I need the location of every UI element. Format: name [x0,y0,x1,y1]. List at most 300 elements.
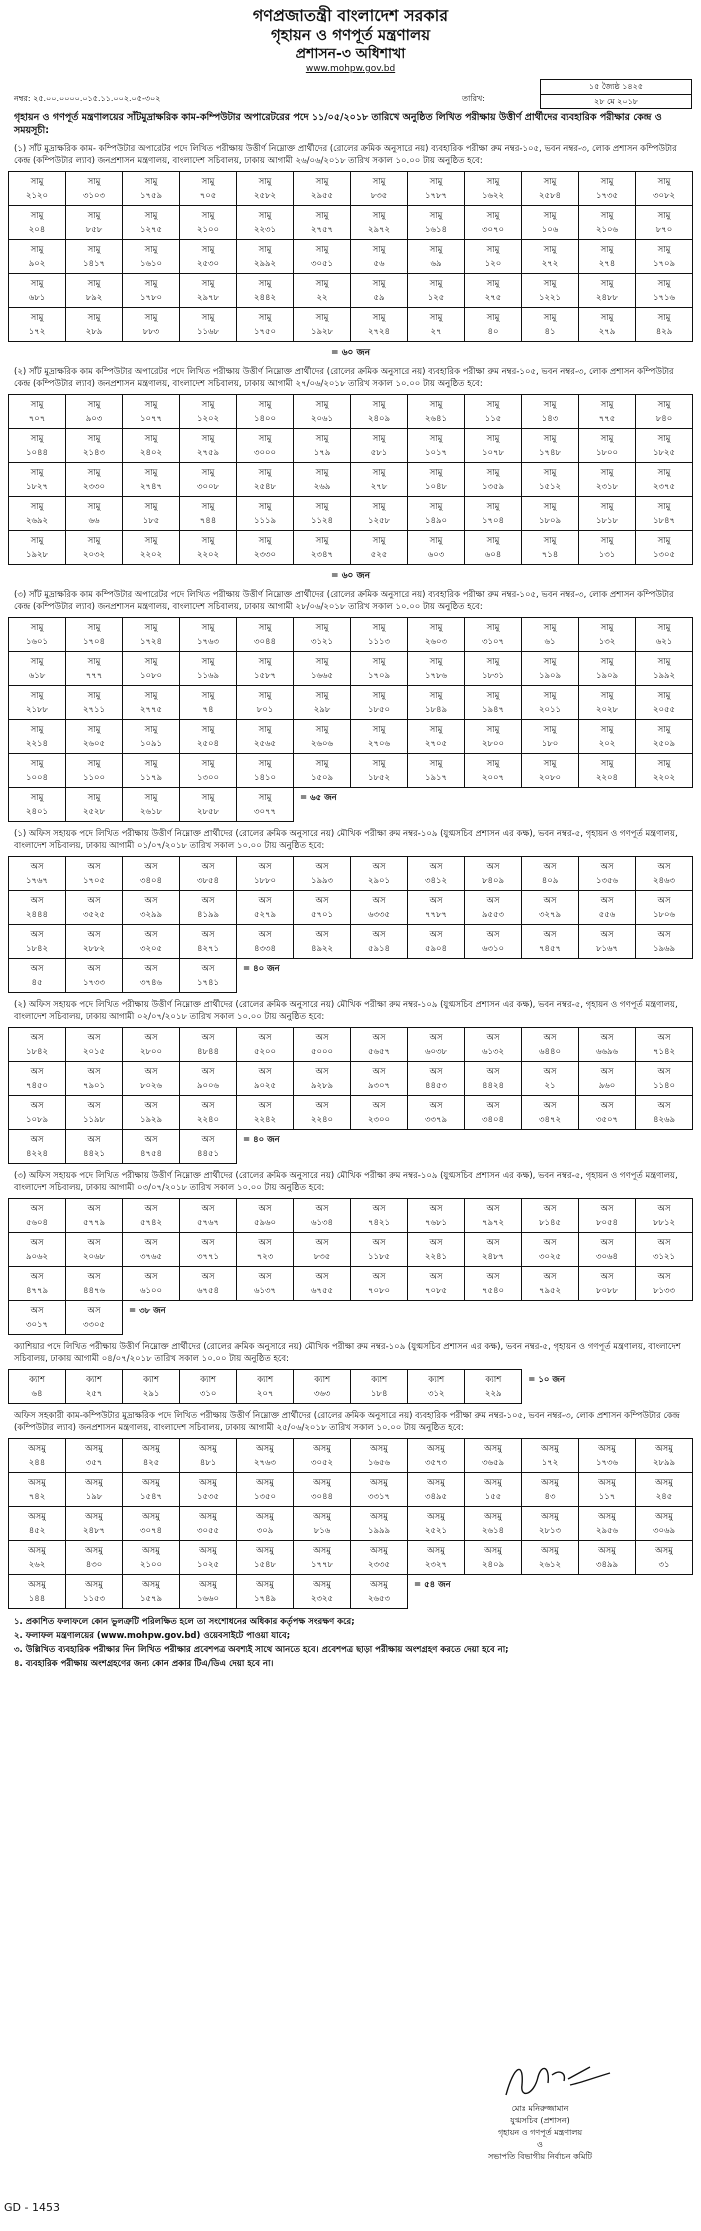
roll-cell [408,652,465,686]
roll-number: ৩০৫২ [310,1458,334,1468]
wing-title: প্রশাসন-৩ অধিশাখা [295,46,406,62]
roll-cell [66,308,123,342]
roll-number: ৫২৫ [370,550,388,560]
roll-number: ৩৩০৫ [82,1320,106,1330]
roll-cell [9,1575,66,1609]
roll-cell [522,1233,579,1267]
table-row [9,618,693,652]
roll-prefix: অস [600,1204,614,1214]
roll-cell [351,274,408,308]
roll-number: ৮৪০ [655,414,673,424]
roll-number: ৩৭৬৫ [139,1252,163,1262]
roll-cell [408,463,465,497]
roll-cell [636,754,693,788]
roll-number: ৩০০৮ [196,482,220,492]
roll-number: ১৮০৬ [652,910,676,920]
roll-number: ২৮৯ [85,327,103,337]
roll-number: ১০২৫ [196,1560,220,1570]
roll-prefix: অস [87,1238,101,1248]
roll-number: ৮১৬ [313,1526,331,1536]
roll-prefix: অসমু [484,1546,502,1556]
roll-number: ১৩৫৬ [595,876,619,886]
table-row [9,788,693,822]
roll-number: ১৮১৮ [595,516,619,526]
roll-cell [237,1062,294,1096]
roll-number: ১৮৪৭ [652,516,676,526]
roll-number: ১২২১ [538,293,562,303]
roll-number: ৭৪৫০ [25,1081,49,1091]
roll-prefix: সামু [144,468,158,478]
roll-cell [237,720,294,754]
roll-number: ১৬৬৫ [310,671,334,681]
roll-number: ১২০ [484,259,502,269]
roll-number: ৪৪৫৩ [424,1081,448,1091]
table-row [9,1439,693,1473]
roll-cell [636,531,693,565]
table-row [9,1473,693,1507]
roll-number: ৩৬৩ [313,1389,331,1399]
roll-number: ৫৯০৪ [424,944,448,954]
roll-prefix: অস [486,862,500,872]
roll-number: ১৪৪ [28,1594,46,1604]
roll-number: ১৯০৯ [595,671,619,681]
roll-cell [237,1473,294,1507]
roll-prefix: অস [543,1101,557,1111]
roll-prefix: অসমু [256,1546,274,1556]
roll-cell [522,395,579,429]
roll-prefix: অসমু [427,1546,445,1556]
roll-cell [408,429,465,463]
roll-number: ৬০৩৮ [424,1047,448,1057]
roll-cell [123,959,180,993]
roll-prefix: অসমু [655,1512,673,1522]
roll-cell [636,618,693,652]
roll-cell [465,1096,522,1130]
roll-cell [636,1028,693,1062]
roll-number: ৩০২৫ [538,1252,562,1262]
roll-prefix: সামু [87,279,101,289]
roll-cell [522,1541,579,1575]
roll-number: ২৪৮৮ [595,293,619,303]
roll-cell [579,1062,636,1096]
roll-prefix: অস [657,1272,671,1282]
roll-number: ১৭৩৩ [82,978,106,988]
section-total: = ১০ জন [528,1374,566,1385]
roll-number: ৪৯২২ [310,944,334,954]
roll-prefix: অস [486,1272,500,1282]
section-intro: (৩) অফিস সহায়ক পদে লিখিত পরীক্ষায় উত্তীর্ণ নিম্নোক্ত প্রার্থীদের (রোলের ক্রমিক অনুসারে নয়) মৌখিক পরীক্ষা রুম নম্বর-১০৯ (যুগ্মসচিব প্রশাসন এর কক্ষ), ভবন নম্বর-৫, গৃহায়ন ও গণপূর্ত মন্ত্রণালয়, বাংলাদেশ সচিবালয়, ঢাকায় আগামী ০৩/০৭/২০১৮ তারিখ সকাল ১০.০০ টায় অনুষ্ঠিত হবে: [14,1171,678,1193]
table-row [9,1028,693,1062]
notes-list [14,1615,687,1671]
roll-prefix: অসমু [142,1444,160,1454]
roll-number: ১৩৫৯ [481,482,505,492]
roll-number: ৮৮১২ [652,1218,676,1228]
signer-ministry: গৃহায়ন ও গণপূর্ত মন্ত্রণালয় [497,2128,583,2137]
roll-prefix: সামু [201,313,215,323]
roll-number: ২৬৯২ [25,516,49,526]
roll-number: ১৮৫২ [367,773,391,783]
roll-prefix: সামু [486,468,500,478]
roll-cell [123,1370,180,1404]
roll-number: ২৭১১ [82,705,106,715]
roll-cell [522,1473,579,1507]
roll-number: ৯৩০৭ [367,1081,391,1091]
roll-prefix: অস [429,930,443,940]
roll-prefix: অসমু [427,1444,445,1454]
roll-prefix: অস [543,930,557,940]
roll-cell [351,1233,408,1267]
roll-cell [180,497,237,531]
roll-cell [408,206,465,240]
roll-number: ২৫৮৪ [538,191,562,201]
roll-prefix: সামু [30,211,44,221]
roll-prefix: সামু [486,400,500,410]
roll-cell [351,1541,408,1575]
roll-prefix: অসমু [313,1512,331,1522]
roll-number: ৮৯২ [85,293,103,303]
roll-cell [123,1130,180,1164]
roll-number: ১৫১২ [538,482,562,492]
roll-prefix: অসমু [541,1478,559,1488]
roll-number: ৭০৮৫ [424,1286,448,1296]
roll-number: ২৭২ [541,259,559,269]
roll-cell [123,497,180,531]
roll-cell [579,1267,636,1301]
roll-number: ২১৪৩ [82,448,106,458]
roll-prefix: সামু [657,313,671,323]
roll-cell [408,686,465,720]
roll-cell [636,206,693,240]
roll-number: ১১৭৯ [139,773,163,783]
roll-number: ২৯৫৬ [595,1526,619,1536]
roll-prefix: অস [144,1204,158,1214]
roll-number: ২২৯ [484,1389,502,1399]
roll-number: ২৯৯২ [253,259,277,269]
roll-prefix: সামু [543,657,557,667]
roll-prefix: অস [144,896,158,906]
roll-prefix: সামু [201,400,215,410]
table-row [9,686,693,720]
roll-number: ৭৪৫৭ [538,944,562,954]
roll-number: ২২৪০ [196,1115,220,1125]
roll-number: ৯৬০ [598,1081,616,1091]
roll-cell [66,1301,123,1335]
roll-prefix: সামু [87,468,101,478]
roll-number: ১৭৩৬ [595,1458,619,1468]
roll-prefix: অসমু [598,1444,616,1454]
roll-cell [180,1507,237,1541]
roll-prefix: অস [315,1067,329,1077]
roll-cell [180,652,237,686]
roll-number: ১৭০৪ [82,637,106,647]
roll-cell [180,1130,237,1164]
roll-prefix: সামু [429,759,443,769]
roll-prefix: সামু [429,468,443,478]
roll-cell [579,463,636,497]
table-row [9,497,693,531]
roll-prefix: সামু [201,793,215,803]
roll-number: ২৬৫৩ [367,1594,391,1604]
roll-prefix: সামু [486,623,500,633]
roll-cell [408,1267,465,1301]
roll-cell [351,891,408,925]
roll-prefix: সামু [30,279,44,289]
roll-number: ৬১ [544,637,556,647]
roll-number: ৬৮১ [28,293,46,303]
roll-cell [294,1062,351,1096]
roll-prefix: অস [372,1067,386,1077]
roll-number: ৪১ [544,327,556,337]
section-intro: (২) সাঁট মুদ্রাক্ষরিক কাম কম্পিউটার অপারেটর পদে লিখিত পরীক্ষায় উত্তীর্ণ নিম্নোক্ত প্রার্থীদের (রোলের ক্রমিক অনুসারে নয়) ব্যবহারিক পরীক্ষা রুম নম্বর-১০৫, ভবন নম্বর-৩, লোক প্রশাসন কম্পিউটার কেন্দ্র (কম্পিউটার ল্যাব) জনপ্রশাসন মন্ত্রণালয়, বাংলাদেশ সচিবালয়, ঢাকায় আগামী ২৭/০৬/২০১৮ তারিখ সকাল ১০.০০ টায় অনুষ্ঠিত হবে: [14,367,674,389]
roll-prefix: অস [315,1272,329,1282]
roll-cell [66,1267,123,1301]
roll-prefix: অসমু [199,1478,217,1488]
roll-number: ৭৯৭২ [481,1218,505,1228]
roll-prefix: অস [429,1272,443,1282]
roll-cell [66,1541,123,1575]
roll-prefix: অসমু [484,1478,502,1488]
roll-number: ১৭৪৮ [538,448,562,458]
roll-prefix: সামু [30,623,44,633]
roll-cell [180,959,237,993]
roll-prefix: অস [429,1238,443,1248]
roll-prefix: অস [87,1101,101,1111]
roll-cell [351,652,408,686]
roll-number: ২৭৫ [484,293,502,303]
roll-number: ২৭৭৫ [139,705,163,715]
roll-prefix: সামু [543,691,557,701]
roll-cell [351,618,408,652]
roll-cell [66,1507,123,1541]
roll-cell [66,240,123,274]
roll-prefix: সামু [486,691,500,701]
roll-cell [9,429,66,463]
roll-number: ১৮৪২ [25,1047,49,1057]
roll-cell [636,172,693,206]
roll-table [8,394,693,565]
exam-section [8,1410,693,1609]
roll-number: ২৪০২ [139,448,163,458]
roll-cell [465,531,522,565]
roll-number: ৬০৩ [427,550,445,560]
roll-number: ৩০৬৯ [652,1526,676,1536]
roll-cell [408,240,465,274]
roll-number: ৪৭৫৪ [139,1149,163,1159]
roll-prefix: সামু [87,177,101,187]
roll-prefix: অস [657,1238,671,1248]
roll-prefix: সামু [144,211,158,221]
roll-number: ৭৬৮১ [424,1218,448,1228]
roll-prefix: সামু [657,434,671,444]
roll-cell [408,1028,465,1062]
roll-prefix: সামু [372,725,386,735]
roll-cell [294,652,351,686]
roll-cell [351,1267,408,1301]
roll-number: ৩৩১৭ [367,1492,391,1502]
roll-cell [237,308,294,342]
roll-number: ১৬৫৬ [367,1458,391,1468]
roll-prefix: অসমু [199,1512,217,1522]
roll-cell [465,274,522,308]
roll-cell [66,891,123,925]
roll-cell [579,686,636,720]
roll-number: ১৯২৮ [25,550,49,560]
roll-number: ৫৬ [373,259,385,269]
roll-number: ১০০৪ [25,773,49,783]
roll-prefix: অস [144,1101,158,1111]
roll-number: ১০১৭ [424,448,448,458]
roll-prefix: অস [657,1204,671,1214]
roll-prefix: অস [600,1067,614,1077]
roll-cell [522,274,579,308]
roll-prefix: অস [258,930,272,940]
table-row [9,1301,693,1335]
roll-cell [123,172,180,206]
roll-number: ১১৬৯ [196,671,220,681]
roll-cell [66,652,123,686]
roll-cell [66,754,123,788]
roll-cell [9,788,66,822]
roll-cell [9,395,66,429]
roll-prefix: অস [486,930,500,940]
roll-number: ৩১২১ [310,637,334,647]
roll-cell [579,531,636,565]
roll-number: ৭৯০১ [82,1081,106,1091]
roll-cell [465,1267,522,1301]
signer-name: মোঃ মনিরুজ্জামান [511,2104,569,2113]
roll-cell [9,1473,66,1507]
roll-cell [579,1473,636,1507]
roll-cell [351,1439,408,1473]
roll-number: ১১৪০ [652,1081,676,1091]
website-link[interactable]: www.mohpw.gov.bd [305,64,396,74]
roll-prefix: সামু [258,177,272,187]
table-row [9,1130,693,1164]
roll-cell [522,1507,579,1541]
roll-prefix: অসমু [256,1580,274,1590]
roll-number: ৬৩৩৫ [367,910,391,920]
roll-prefix: সামু [258,657,272,667]
section-total: = ৪০ জন [243,1135,280,1145]
roll-prefix: সামু [144,245,158,255]
roll-cell [465,240,522,274]
roll-cell [465,308,522,342]
roll-prefix: অসমু [199,1580,217,1590]
roll-prefix: অসমু [541,1512,559,1522]
table-row [9,1267,693,1301]
roll-prefix: অস [486,1238,500,1248]
roll-number: ১৪১০ [253,773,277,783]
roll-cell [123,652,180,686]
roll-number: ৫৭৭৯ [82,1218,106,1228]
roll-cell [351,754,408,788]
roll-prefix: সামু [87,623,101,633]
roll-cell [636,395,693,429]
roll-prefix: অসমু [256,1512,274,1522]
roll-number: ৮৭০ [655,225,673,235]
roll-number: ৩০৯ [256,1526,274,1536]
memo-number: নম্বর: ২৫.০০.০০০০.০১৫.১১.০০২.০৫-৩০২ [14,94,161,103]
roll-prefix: সামু [258,536,272,546]
roll-cell [180,1062,237,1096]
roll-number: ৭১৪২ [652,1047,676,1057]
roll-cell [351,1575,408,1609]
roll-number: ৬৯ [430,259,442,269]
roll-number: ১০৪৮ [424,482,448,492]
section-total: = ৬৫ জন [300,793,337,803]
roll-cell [636,891,693,925]
roll-cell [66,925,123,959]
roll-cell [66,274,123,308]
roll-number: ২৬১৪ [481,1526,505,1536]
roll-prefix: সামু [30,691,44,701]
roll-cell [237,172,294,206]
roll-cell [579,1233,636,1267]
roll-prefix: অস [30,1272,44,1282]
roll-number: ৪২৬৯ [652,1115,676,1125]
roll-prefix: সামু [30,468,44,478]
roll-number: ১৪৯০ [424,516,448,526]
roll-prefix: সামু [543,211,557,221]
roll-number: ২৭৬৩ [253,1458,277,1468]
roll-number: ২৫৪৮ [253,482,277,492]
roll-prefix: সামু [258,623,272,633]
roll-prefix: সামু [372,502,386,512]
roll-cell [237,618,294,652]
roll-number: ৩০৫৫ [196,1526,220,1536]
roll-cell [123,1507,180,1541]
roll-prefix: সামু [543,725,557,735]
roll-number: ২৭৫৭ [310,225,334,235]
roll-number: ২১০০ [139,1560,163,1570]
roll-cell [522,618,579,652]
roll-number: ৬৭৫৫ [310,1286,334,1296]
roll-prefix: সামু [600,536,614,546]
roll-number: ২০১৫ [82,1047,106,1057]
roll-prefix: অস [315,1238,329,1248]
roll-cell [237,395,294,429]
roll-prefix: সামু [657,725,671,735]
roll-cell [9,1507,66,1541]
roll-cell [123,788,180,822]
roll-prefix: সামু [315,211,329,221]
roll-cell [9,1130,66,1164]
roll-prefix: সামু [600,623,614,633]
roll-prefix: সামু [258,502,272,512]
roll-number: ১৭০৪ [481,516,505,526]
roll-cell [180,463,237,497]
roll-prefix: সামু [258,434,272,444]
roll-prefix: সামু [315,434,329,444]
roll-number: ২১০০ [196,225,220,235]
roll-prefix: অস [144,964,158,974]
roll-number: ১৭০৯ [652,259,676,269]
table-row [9,308,693,342]
roll-prefix: অসমু [85,1546,103,1556]
roll-cell [123,754,180,788]
roll-number: ৮৩৫ [370,191,388,201]
roll-prefix: সামু [201,279,215,289]
roll-prefix: অস [372,862,386,872]
roll-cell [180,857,237,891]
roll-prefix: অস [429,1067,443,1077]
roll-table [8,856,693,993]
roll-cell [636,720,693,754]
roll-prefix: অস [657,1033,671,1043]
roll-number: ৩০৭৪ [139,1526,163,1536]
roll-number: ১৬৬০ [196,1594,220,1604]
roll-number: ৩১০ [199,1389,217,1399]
